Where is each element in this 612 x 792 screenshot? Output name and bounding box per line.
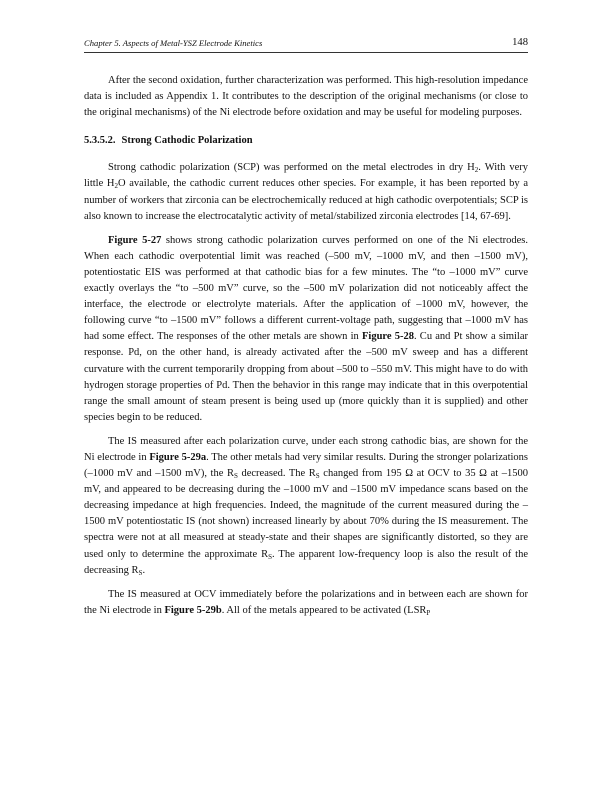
text-run: . All of the metals appeared to be activated (LSR: [221, 604, 427, 616]
subscript: 2: [474, 166, 479, 175]
subscript: S: [315, 472, 320, 481]
subscript: S: [138, 568, 143, 577]
figure-reference: Figure 5-27: [108, 234, 162, 246]
text-run: . With very little H: [84, 162, 529, 190]
text-run: Strong cathodic polarization (SCP) was performed on the metal electrodes in dry H: [108, 162, 475, 174]
paragraph-figure-5-29a: [84, 434, 528, 579]
text-run: O available, the cathodic current reduces other species. For example, it has been reported by a number of workers that zirconia can be electrochemically reduced at high cathodic overpotentials; SCP is also known to increase the electrocatalytic activity of metal/stabilized zirconia electrodes [14, 67-69].: [84, 178, 528, 222]
subscript: S: [268, 552, 273, 561]
text-run: The IS measured at OCV immediately before the polarizations and in between each are shown for the Ni electrode in: [84, 588, 528, 616]
paragraph-appendix: [84, 73, 528, 121]
running-header-title: Chapter 5. Aspects of Metal-YSZ Electrode Kinetics: [84, 38, 263, 48]
paragraph-scp-intro: [84, 160, 528, 224]
paragraph-figure-5-27: [84, 233, 528, 426]
figure-reference: Figure 5-29a: [149, 451, 207, 463]
section-title: Strong Cathodic Polarization: [121, 135, 253, 147]
text-run: . Cu and Pt show a similar response. Pd, on the other hand, is already activated after the –500 mV sweep and has a different curvature with the current temporarily dropping from about –500 to –550 mV. This might have to do with hydrogen storage properties of Pd. Then the behavior in this range may indicate that in this overpotential range the small amount of steam present is being used up (more quickly than it is supplied) and other species begin to be reduced.: [84, 331, 528, 423]
section-heading: [84, 133, 528, 149]
text-run: .: [142, 564, 146, 576]
text-run: shows strong cathodic polarization curves performed on one of the Ni electrodes. When each cathodic overpotential limit was reached (–500 mV, –1000 mV, and then –1500 mV), potentiostatic EIS was performed at that cathodic bias for a few minutes. The “to –1000 mV” curve exactly overlays the “to –500 mV” curve, so the –500 mV polarization did not noticeably affect the interface, the electrode or electrolyte materials. After the application of –1000 mV, however, the following curve “to –1500 mV” follows a different current-voltage path, suggesting that –1000 mV has had some effect. The responses of the other metals are shown in: [84, 234, 528, 343]
figure-reference: Figure 5-29b: [164, 604, 222, 616]
header-rule: [84, 52, 528, 53]
text-run: . The other metals had very similar results. During the stronger polarizations (–1000 mV and –1500 mV), the R: [84, 451, 528, 480]
section-number: 5.3.5.2.: [84, 135, 116, 147]
paragraph-text: After the second oxidation, further characterization was performed. This high-resolution impedance data is included as Appendix 1. It contributes to the description of the original mechanisms (or close to the original mechanisms) of the Ni electrode before oxidation and may be useful for modeling purposes.: [84, 75, 528, 119]
subscript: 2: [114, 182, 118, 191]
text-run: decreased. The R: [237, 468, 316, 480]
subscript: S: [233, 472, 238, 481]
subscript: P: [426, 608, 431, 617]
figure-reference: Figure 5-28: [361, 331, 414, 343]
text-run: changed from 195 Ω at OCV to 35 Ω at –1500 mV, and appeared to be decreasing during the –1000 mV and –1500 mV impedance scans based on the decreasing impedance at high frequencies. Indeed, the magnitude of the current measured during the –1500 mV potentiostatic IS (not shown) increased linearly by about 70% during the IS measurement. The spectra were not at all measured at steady-state and their shapes are significantly distorted, so they are used only to determine the approximate R: [84, 468, 528, 560]
text-run: The IS measured after each polarization curve, under each strong cathodic bias, are shown for the Ni electrode in: [84, 435, 528, 463]
page-body: [84, 73, 528, 627]
page-number: 148: [512, 37, 528, 48]
paragraph-figure-5-29b: [84, 587, 528, 619]
text-run: . The apparent low-frequency loop is also the result of the decreasing R: [84, 548, 528, 576]
